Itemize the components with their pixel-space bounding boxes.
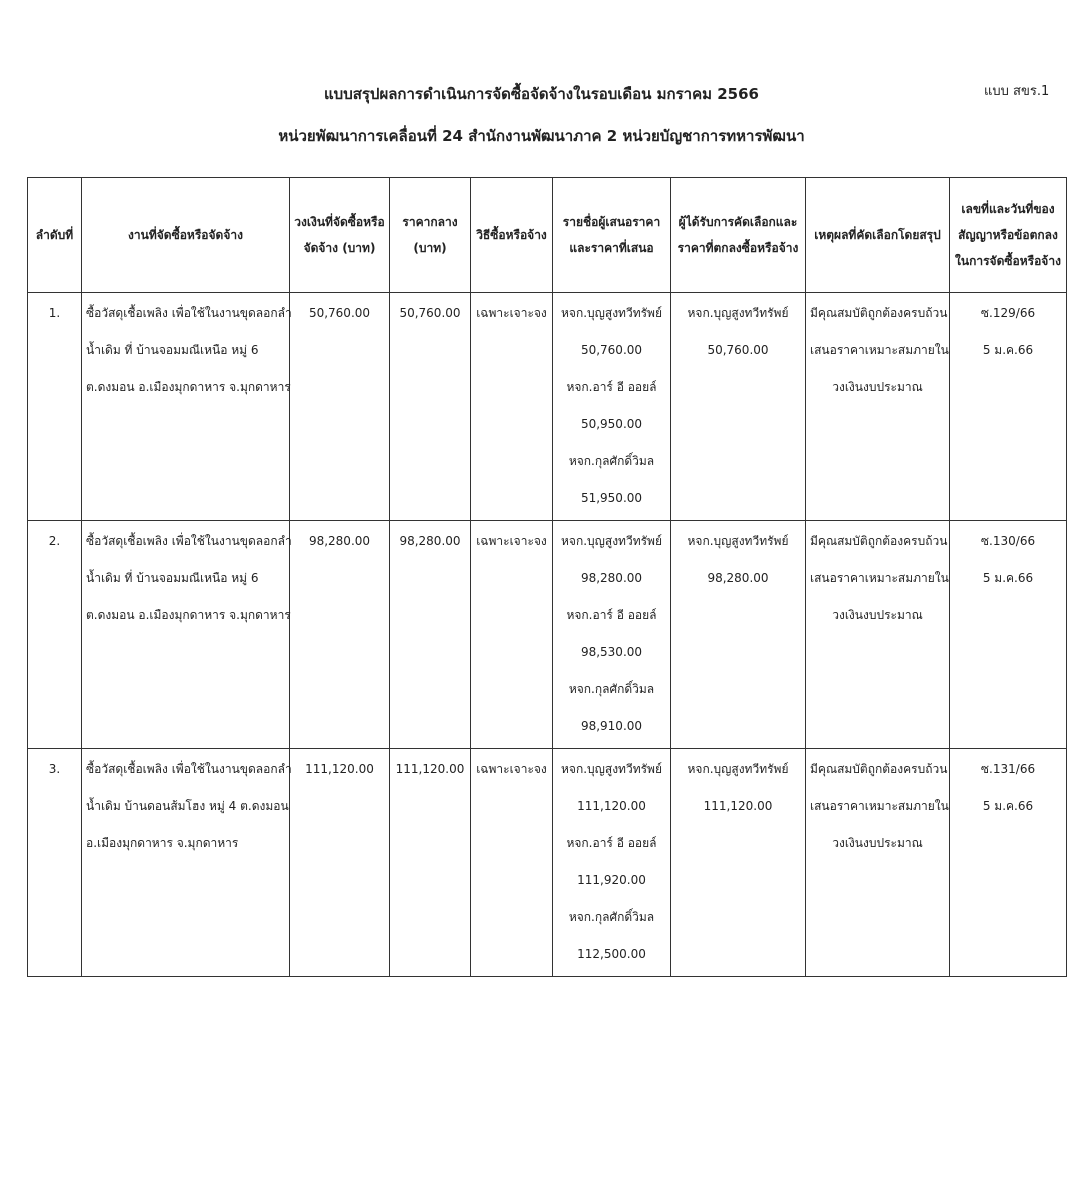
cell-task-line: น้ำเดิม บ้านดอนส้มโฮง หมู่ 4 ต.ดงมอน [86, 799, 289, 813]
cell-bidders-line: หจก.บุญสูงทวีทรัพย์ [561, 534, 662, 548]
form-code: แบบ สขร.1 [984, 84, 1050, 99]
cell-median-price: 98,280.00 [390, 521, 471, 749]
cell-task-line: ต.ดงมอน อ.เมืองมุกดาหาร จ.มุกดาหาร [86, 608, 291, 622]
cell-winner-line: 111,120.00 [703, 799, 773, 813]
col-header-median-price [390, 178, 471, 293]
cell-row-number: 2. [28, 521, 82, 749]
document-title: แบบสรุปผลการดำเนินการจัดซื้อจัดจ้างในรอบเดือน มกราคม 2566 [324, 85, 759, 103]
cell-reason-line: วงเงินงบประมาณ [832, 380, 923, 394]
cell-bidders-line: 98,280.00 [580, 571, 643, 585]
cell-winner-line: หจก.บุญสูงทวีทรัพย์ [687, 762, 789, 776]
cell-contract-line: 5 ม.ค.66 [982, 799, 1034, 813]
col-header-winner [671, 178, 806, 293]
cell-reason-line: วงเงินงบประมาณ [832, 608, 923, 622]
cell-reason [806, 749, 950, 977]
cell-reason-line: วงเงินงบประมาณ [832, 836, 923, 850]
cell-bidders-line: หจก.อาร์ อี ออยล์ [566, 836, 657, 850]
cell-task-line: ซื้อวัสดุเชื้อเพลิง เพื่อใช้ในงานขุดลอกลำ [86, 762, 292, 776]
cell-bidders-line: หจก.กุลศักดิ์วิมล [568, 454, 655, 468]
cell-contract [950, 749, 1067, 977]
cell-reason [806, 293, 950, 521]
cell-contract-line: ซ.129/66 [980, 306, 1036, 320]
cell-reason [806, 521, 950, 749]
col-header-bidders [553, 178, 671, 293]
cell-bidders-line: 51,950.00 [580, 491, 643, 505]
cell-reason-line: มีคุณสมบัติถูกต้องครบถ้วน [810, 762, 948, 776]
cell-task [82, 521, 290, 749]
cell-median-price: 111,120.00 [390, 749, 471, 977]
cell-row-number: 3. [28, 749, 82, 977]
table-row [28, 749, 1067, 977]
header-line: เหตุผลที่คัดเลือกโดยสรุป [814, 228, 941, 242]
cell-bidders [553, 521, 671, 749]
header-line: และราคาที่เสนอ [569, 241, 654, 255]
table-header-row [28, 178, 1067, 293]
cell-method: เฉพาะเจาะจง [471, 293, 553, 521]
cell-winner-line: 98,280.00 [707, 571, 769, 585]
cell-winner-line: หจก.บุญสูงทวีทรัพย์ [687, 534, 789, 548]
cell-task-line: น้ำเดิม ที่ บ้านจอมมณีเหนือ หมู่ 6 [86, 343, 259, 357]
cell-task-line: ซื้อวัสดุเชื้อเพลิง เพื่อใช้ในงานขุดลอกลำ [86, 534, 292, 548]
header-line: งานที่จัดซื้อหรือจัดจ้าง [128, 228, 243, 242]
cell-reason-line: เสนอราคาเหมาะสมภายใน [810, 571, 949, 585]
col-header-no [28, 178, 82, 293]
col-header-reason [806, 178, 950, 293]
cell-reason-line: มีคุณสมบัติถูกต้องครบถ้วน [810, 534, 948, 548]
cell-bidders-line: หจก.กุลศักดิ์วิมล [568, 682, 655, 696]
header-line: ผู้ได้รับการคัดเลือกและ [678, 215, 798, 229]
cell-bidders-line: หจก.บุญสูงทวีทรัพย์ [561, 306, 662, 320]
col-header-budget [290, 178, 390, 293]
cell-method: เฉพาะเจาะจง [471, 521, 553, 749]
header-line: สัญญาหรือข้อตกลง [958, 228, 1058, 242]
cell-winner [671, 749, 806, 977]
header-line: ในการจัดซื้อหรือจ้าง [955, 254, 1061, 268]
cell-reason-line: มีคุณสมบัติถูกต้องครบถ้วน [810, 306, 948, 320]
cell-contract-line: ซ.130/66 [980, 534, 1036, 548]
header-line: ราคาที่ตกลงซื้อหรือจ้าง [677, 241, 799, 255]
cell-bidders-line: 98,530.00 [580, 645, 643, 659]
cell-bidders [553, 749, 671, 977]
cell-bidders-line: 50,760.00 [580, 343, 643, 357]
procurement-summary-table [27, 177, 1067, 977]
cell-reason-line: เสนอราคาเหมาะสมภายใน [810, 343, 949, 357]
cell-task [82, 749, 290, 977]
cell-bidders-line: 111,920.00 [577, 873, 646, 887]
cell-contract-line: ซ.131/66 [980, 762, 1036, 776]
cell-contract-line: 5 ม.ค.66 [982, 571, 1034, 585]
header-line: จัดจ้าง (บาท) [303, 241, 376, 255]
cell-bidders-line: 111,120.00 [577, 799, 646, 813]
header-line: รายชื่อผู้เสนอราคา [562, 215, 661, 229]
header-line: (บาท) [413, 241, 447, 255]
cell-winner [671, 293, 806, 521]
cell-budget: 50,760.00 [290, 293, 390, 521]
cell-task-line: ซื้อวัสดุเชื้อเพลิง เพื่อใช้ในงานขุดลอกลำ [86, 306, 292, 320]
cell-winner-line: หจก.บุญสูงทวีทรัพย์ [687, 306, 789, 320]
cell-task-line: อ.เมืองมุกดาหาร จ.มุกดาหาร [86, 836, 239, 850]
cell-method: เฉพาะเจาะจง [471, 749, 553, 977]
cell-bidders-line: หจก.อาร์ อี ออยล์ [566, 380, 657, 394]
cell-task [82, 293, 290, 521]
cell-contract-line: 5 ม.ค.66 [982, 343, 1034, 357]
cell-budget: 111,120.00 [290, 749, 390, 977]
cell-contract [950, 521, 1067, 749]
cell-bidders-line: หจก.บุญสูงทวีทรัพย์ [561, 762, 662, 776]
cell-bidders-line: หจก.กุลศักดิ์วิมล [568, 910, 655, 924]
col-header-method [471, 178, 553, 293]
cell-median-price: 50,760.00 [390, 293, 471, 521]
col-header-contract [950, 178, 1067, 293]
cell-bidders-line: 98,910.00 [580, 719, 643, 733]
cell-task-line: ต.ดงมอน อ.เมืองมุกดาหาร จ.มุกดาหาร [86, 380, 291, 394]
cell-row-number: 1. [28, 293, 82, 521]
header-line: เลขที่และวันที่ของ [961, 202, 1055, 216]
header-line: วงเงินที่จัดซื้อหรือ [294, 215, 385, 229]
cell-winner [671, 521, 806, 749]
table-row [28, 293, 1067, 521]
cell-bidders-line: 50,950.00 [580, 417, 643, 431]
cell-contract [950, 293, 1067, 521]
cell-bidders-line: หจก.อาร์ อี ออยล์ [566, 608, 657, 622]
cell-task-line: น้ำเดิม ที่ บ้านจอมมณีเหนือ หมู่ 6 [86, 571, 259, 585]
col-header-task [82, 178, 290, 293]
header-line: ราคากลาง [402, 215, 458, 229]
cell-reason-line: เสนอราคาเหมาะสมภายใน [810, 799, 949, 813]
cell-budget: 98,280.00 [290, 521, 390, 749]
document-subtitle: หน่วยพัฒนาการเคลื่อนที่ 24 สำนักงานพัฒนาภาค 2 หน่วยบัญชาการทหารพัฒนา [278, 127, 805, 145]
table-row [28, 521, 1067, 749]
cell-bidders [553, 293, 671, 521]
cell-bidders-line: 112,500.00 [577, 947, 646, 961]
header-line: ลำดับที่ [35, 228, 74, 242]
header-line: วิธีซื้อหรือจ้าง [476, 228, 547, 242]
cell-winner-line: 50,760.00 [707, 343, 769, 357]
